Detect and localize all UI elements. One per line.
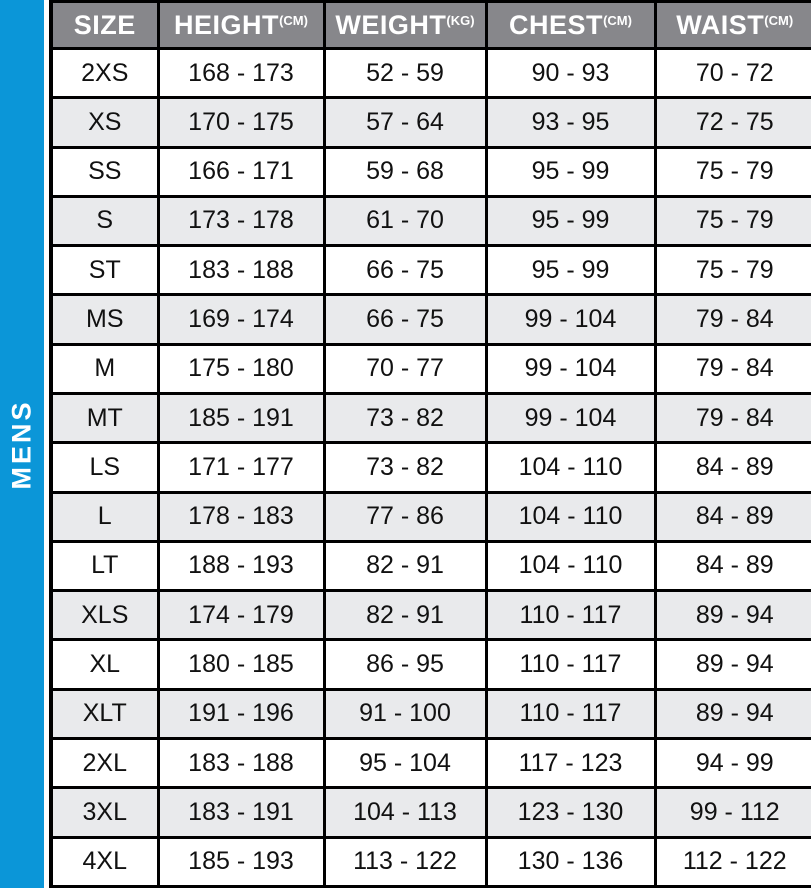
height-cell: 174 - 179 <box>158 591 324 640</box>
size-cell: XS <box>51 98 158 147</box>
waist-cell: 79 - 84 <box>655 393 811 442</box>
weight-cell: 82 - 91 <box>324 591 486 640</box>
column-label: HEIGHT <box>174 9 280 40</box>
weight-cell: 73 - 82 <box>324 443 486 492</box>
weight-cell: 52 - 59 <box>324 49 486 98</box>
size-table-header <box>51 2 811 49</box>
weight-cell: 113 - 122 <box>324 837 486 887</box>
height-cell: 178 - 183 <box>158 492 324 541</box>
waist-cell: 112 - 122 <box>655 837 811 887</box>
chest-cell: 117 - 123 <box>486 738 655 787</box>
waist-cell: 89 - 94 <box>655 591 811 640</box>
weight-cell: 73 - 82 <box>324 393 486 442</box>
height-cell: 180 - 185 <box>158 640 324 689</box>
waist-cell: 79 - 84 <box>655 295 811 344</box>
waist-cell: 84 - 89 <box>655 492 811 541</box>
chest-cell: 130 - 136 <box>486 837 655 887</box>
waist-cell: 70 - 72 <box>655 49 811 98</box>
weight-cell: 59 - 68 <box>324 147 486 196</box>
weight-cell: 61 - 70 <box>324 196 486 245</box>
table-row <box>51 49 811 98</box>
size-cell: L <box>51 492 158 541</box>
weight-cell: 95 - 104 <box>324 738 486 787</box>
height-cell: 166 - 171 <box>158 147 324 196</box>
waist-cell: 89 - 94 <box>655 640 811 689</box>
table-row <box>51 788 811 837</box>
chest-cell: 110 - 117 <box>486 689 655 738</box>
waist-cell: 99 - 112 <box>655 788 811 837</box>
column-header-chest <box>486 2 655 49</box>
table-row <box>51 246 811 295</box>
waist-cell: 75 - 79 <box>655 246 811 295</box>
column-unit: (CM) <box>764 12 794 28</box>
column-header-waist <box>655 2 811 49</box>
table-row <box>51 393 811 442</box>
table-row <box>51 443 811 492</box>
gender-side-strip <box>0 0 44 888</box>
waist-cell: 84 - 89 <box>655 443 811 492</box>
weight-cell: 77 - 86 <box>324 492 486 541</box>
chest-cell: 90 - 93 <box>486 49 655 98</box>
weight-cell: 104 - 113 <box>324 788 486 837</box>
size-cell: 2XS <box>51 49 158 98</box>
weight-cell: 86 - 95 <box>324 640 486 689</box>
height-cell: 188 - 193 <box>158 541 324 590</box>
column-label: CHEST <box>509 9 604 40</box>
chest-cell: 104 - 110 <box>486 541 655 590</box>
size-table <box>49 0 811 888</box>
table-row <box>51 98 811 147</box>
table-row <box>51 541 811 590</box>
waist-cell: 89 - 94 <box>655 689 811 738</box>
weight-cell: 70 - 77 <box>324 344 486 393</box>
table-row <box>51 640 811 689</box>
chest-cell: 99 - 104 <box>486 295 655 344</box>
column-label: SIZE <box>73 9 136 40</box>
table-row <box>51 147 811 196</box>
size-cell: XLT <box>51 689 158 738</box>
height-cell: 183 - 191 <box>158 788 324 837</box>
size-cell: MT <box>51 393 158 442</box>
table-row <box>51 738 811 787</box>
table-row <box>51 837 811 887</box>
size-cell: ST <box>51 246 158 295</box>
size-cell: LS <box>51 443 158 492</box>
column-header-height <box>158 2 324 49</box>
table-row <box>51 689 811 738</box>
chest-cell: 95 - 99 <box>486 196 655 245</box>
chest-cell: 123 - 130 <box>486 788 655 837</box>
table-row <box>51 492 811 541</box>
column-label: WAIST <box>676 9 765 40</box>
size-cell: 2XL <box>51 738 158 787</box>
table-row <box>51 295 811 344</box>
weight-cell: 66 - 75 <box>324 246 486 295</box>
weight-cell: 66 - 75 <box>324 295 486 344</box>
waist-cell: 84 - 89 <box>655 541 811 590</box>
height-cell: 183 - 188 <box>158 246 324 295</box>
height-cell: 171 - 177 <box>158 443 324 492</box>
column-unit: (CM) <box>603 12 632 28</box>
weight-cell: 82 - 91 <box>324 541 486 590</box>
chest-cell: 95 - 99 <box>486 246 655 295</box>
height-cell: 173 - 178 <box>158 196 324 245</box>
height-cell: 170 - 175 <box>158 98 324 147</box>
size-cell: LT <box>51 541 158 590</box>
size-chart <box>49 0 811 888</box>
chest-cell: 93 - 95 <box>486 98 655 147</box>
header-row <box>51 2 811 49</box>
size-cell: MS <box>51 295 158 344</box>
chest-cell: 104 - 110 <box>486 443 655 492</box>
size-cell: XLS <box>51 591 158 640</box>
chest-cell: 104 - 110 <box>486 492 655 541</box>
height-cell: 175 - 180 <box>158 344 324 393</box>
size-cell: SS <box>51 147 158 196</box>
size-table-body <box>51 49 811 887</box>
height-cell: 183 - 188 <box>158 738 324 787</box>
chest-cell: 110 - 117 <box>486 591 655 640</box>
column-label: WEIGHT <box>335 9 447 40</box>
height-cell: 169 - 174 <box>158 295 324 344</box>
height-cell: 185 - 193 <box>158 837 324 887</box>
column-unit: (KG) <box>446 12 475 28</box>
waist-cell: 75 - 79 <box>655 147 811 196</box>
column-header-weight <box>324 2 486 49</box>
table-row <box>51 344 811 393</box>
column-header-size <box>51 2 158 49</box>
table-row <box>51 196 811 245</box>
chest-cell: 99 - 104 <box>486 393 655 442</box>
waist-cell: 79 - 84 <box>655 344 811 393</box>
height-cell: 191 - 196 <box>158 689 324 738</box>
size-cell: 3XL <box>51 788 158 837</box>
column-unit: (CM) <box>279 12 308 28</box>
chest-cell: 95 - 99 <box>486 147 655 196</box>
size-cell: M <box>51 344 158 393</box>
size-cell: XL <box>51 640 158 689</box>
chest-cell: 110 - 117 <box>486 640 655 689</box>
waist-cell: 94 - 99 <box>655 738 811 787</box>
waist-cell: 75 - 79 <box>655 196 811 245</box>
waist-cell: 72 - 75 <box>655 98 811 147</box>
weight-cell: 57 - 64 <box>324 98 486 147</box>
height-cell: 185 - 191 <box>158 393 324 442</box>
table-row <box>51 591 811 640</box>
size-cell: S <box>51 196 158 245</box>
gender-label: MENS <box>6 398 37 490</box>
size-cell: 4XL <box>51 837 158 887</box>
weight-cell: 91 - 100 <box>324 689 486 738</box>
chest-cell: 99 - 104 <box>486 344 655 393</box>
height-cell: 168 - 173 <box>158 49 324 98</box>
